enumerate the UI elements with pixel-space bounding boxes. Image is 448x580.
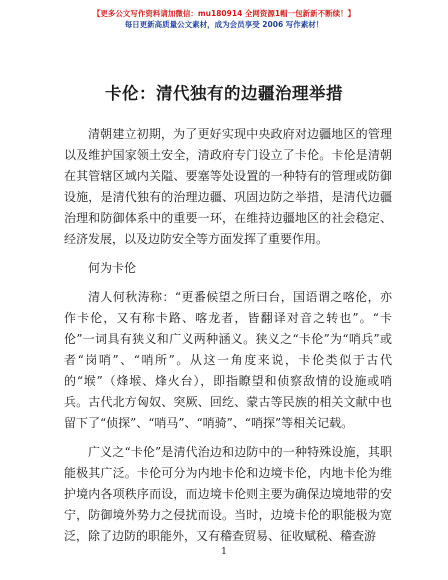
header-banner	[0, 8, 448, 30]
document-title: 卡伦：清代独有的边疆治理举措	[105, 84, 343, 103]
banner-line-2: 每日更新高质量公文素材，成为会员享受 2006 写作素材！	[124, 20, 324, 29]
paragraph-broad-meaning: 广义之“卡伦”是清代治边和边防中的一种特殊设施，其职能极其广泛。卡伦可分为内地卡伦和边境卡伦，内地卡伦为维护境内各项秩序而设，而边境卡伦则主要为确保边境地带的安宁，防御境外势力之侵扰而设。当时，边境卡伦的职能极为宽泛，除了边防的职能外，又有稽查贸易、征收赋税、稽查游	[64, 445, 392, 543]
paragraph-definition: 清人何秋涛称：“更番候望之所曰台，国语谓之喀伦，亦作卡伦，又有称卡路、喀龙者，皆翻译对音之转也”。“卡伦”一词具有狭义和广义两种涵义。狭义之“卡伦”为“哨兵”或者“岗哨”、“哨所”。从这一角度来说，卡伦类似于古代的“堠”（烽堠、烽火台），即指瞭望和侦察敌情的设施或哨兵。古代北方匈奴、突厥、回纥、蒙古等民族的相关文献中也留下了“侦探”、“哨马”、“哨骑”、“哨探”等相关记载。	[64, 290, 392, 430]
section-heading: 何为卡伦	[88, 261, 137, 275]
paragraph-intro: 清朝建立初期，为了更好实现中央政府对边疆地区的管理以及维护国家领土安全，清政府专门设立了卡伦。卡伦是清朝在其管辖区域内关隘、要塞等处设置的一种特有的管理或防御设施，是清代独有的治理边疆、巩固边防之举措，是清代边疆治理和防御体系中的重要一环，在维持边疆地区的社会稳定、经济发展，以及边防安全等方面发挥了重要作用。	[64, 127, 392, 246]
page-number: 1	[221, 547, 227, 557]
document-body	[64, 124, 392, 555]
banner-line-1: 【更多公文写作资料请加微信：mu180914 全网资源1帽一包新新不断续！】	[92, 9, 356, 18]
